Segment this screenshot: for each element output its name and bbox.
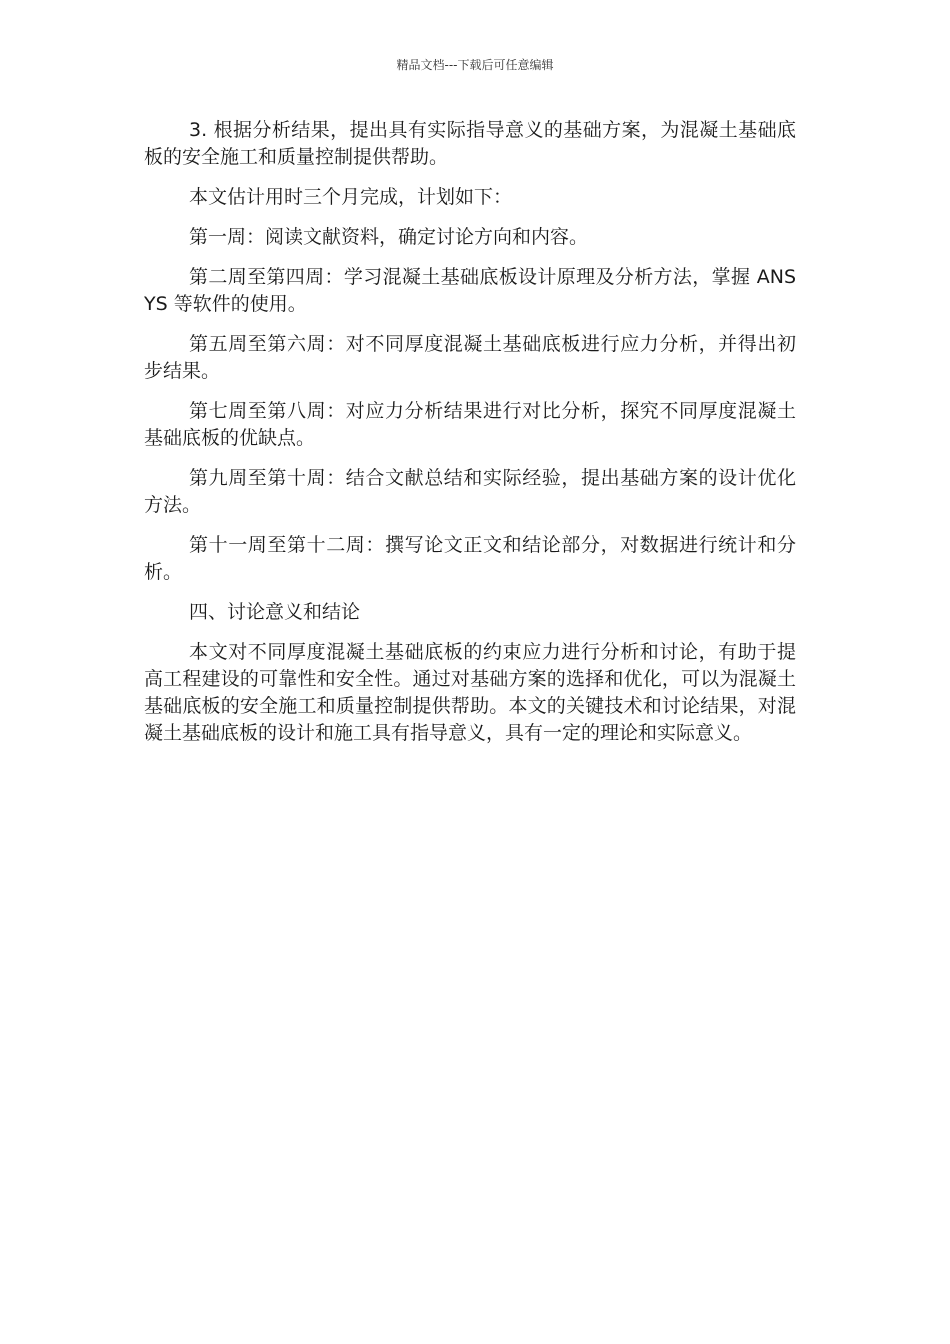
paragraph-schedule-intro: 本文估计用时三个月完成，计划如下： xyxy=(189,186,513,208)
section-heading-significance: 四、讨论意义和结论 xyxy=(189,601,361,623)
paragraph-weeks-7-8: 第七周至第八周：对应力分析结果进行对比分析，探究不同厚度混凝土基础底板的优缺点。 xyxy=(144,400,796,449)
document-body xyxy=(144,117,796,760)
paragraph-weeks-5-6: 第五周至第六周：对不同厚度混凝土基础底板进行应力分析，并得出初步结果。 xyxy=(144,333,796,382)
paragraph-weeks-9-10: 第九周至第十周：结合文献总结和实际经验，提出基础方案的设计优化方法。 xyxy=(144,467,796,516)
paragraph-week-1: 第一周：阅读文献资料，确定讨论方向和内容。 xyxy=(189,226,589,248)
paragraph-weeks-2-4: 第二周至第四周：学习混凝土基础底板设计原理及分析方法，掌握 ANSYS 等软件的使用。 xyxy=(144,266,796,315)
paragraph-conclusion: 本文对不同厚度混凝土基础底板的约束应力进行分析和讨论，有助于提高工程建设的可靠性和安全性。通过对基础方案的选择和优化，可以为混凝土基础底板的安全施工和质量控制提供帮助。本文的关键技术和讨论结果，对混凝土基础底板的设计和施工具有指导意义，具有一定的理论和实际意义。 xyxy=(144,641,796,744)
paragraph-weeks-11-12: 第十一周至第十二周：撰写论文正文和结论部分，对数据进行统计和分析。 xyxy=(144,534,796,583)
page-header: 精品文档---下载后可任意编辑 xyxy=(396,58,554,72)
paragraph-research-goal-3: 3. 根据分析结果，提出具有实际指导意义的基础方案，为混凝土基础底板的安全施工和质量控制提供帮助。 xyxy=(144,119,796,168)
